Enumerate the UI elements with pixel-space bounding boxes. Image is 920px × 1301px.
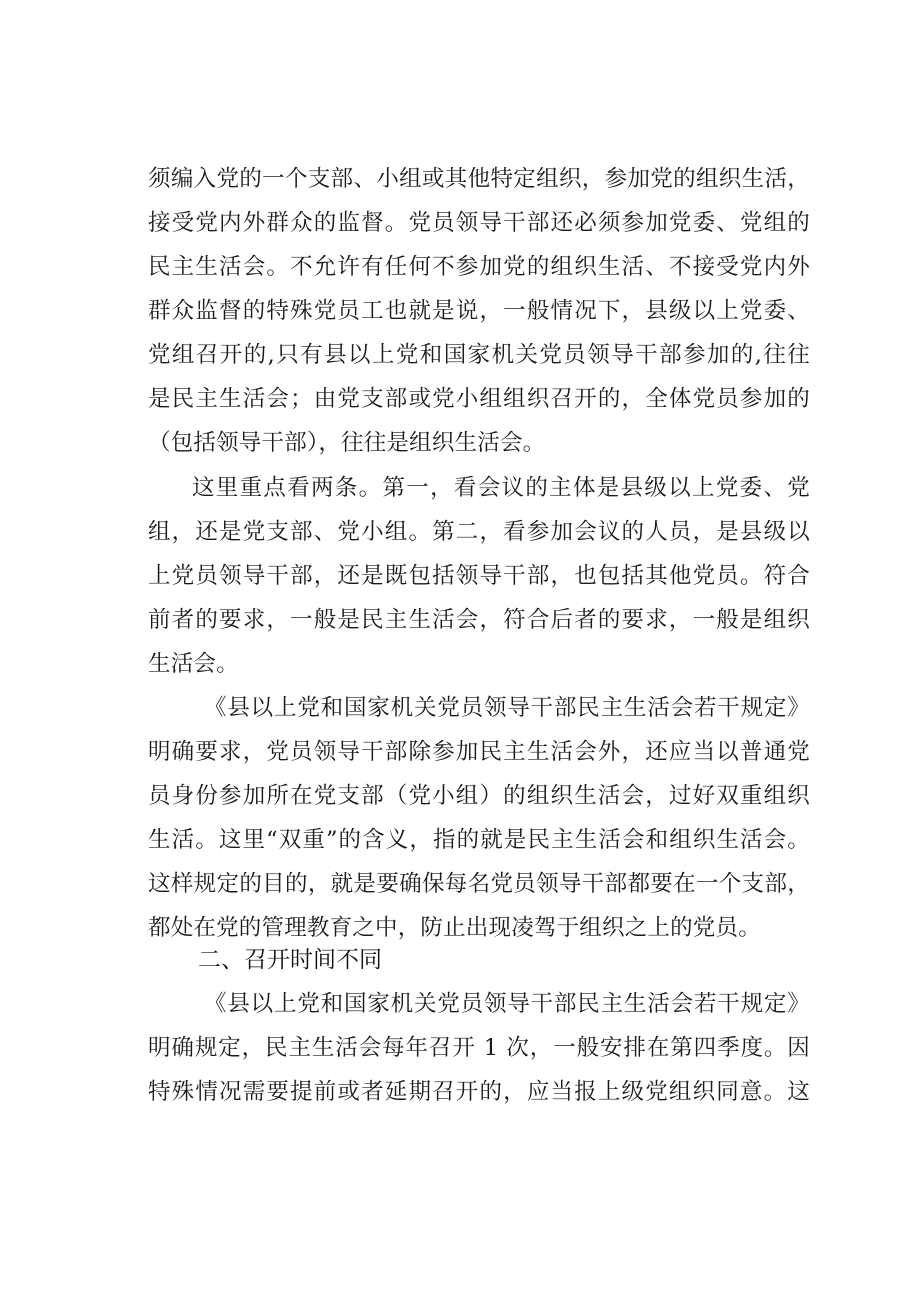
text-line: 生活。这里“双重”的含义，指的就是民主生活会和组织生活会。 [148,827,810,853]
section-heading: 二、召开时间不同 [198,947,382,973]
text-line: 都处在党的管理教育之中，防止出现凌驾于组织之上的党员。 [148,915,761,941]
text-line: 民主生活会。不允许有任何不参加党的组织生活、不接受党内外 [148,254,810,280]
text-line: 党组召开的,只有县以上党和国家机关党员领导干部参加的,往往 [148,342,810,368]
text-line: 生活会。 [148,651,239,677]
text-line: 明确要求，党员领导干部除参加民主生活会外，还应当以普通党 [148,739,810,765]
text-line: 《县以上党和国家机关党员领导干部民主生活会若干规定》 [204,991,810,1017]
text-line: （包括领导干部），往往是组织生活会。 [148,430,546,456]
text-line: 《县以上党和国家机关党员领导干部民主生活会若干规定》 [204,695,810,721]
text-line: 这里重点看两条。第一，看会议的主体是县级以上党委、党 [192,475,810,501]
text-line: 接受党内外群众的监督。党员领导干部还必须参加党委、党组的 [148,210,810,236]
text-line: 上党员领导干部，还是既包括领导干部，也包括其他党员。符合 [148,563,810,589]
text-line: 组，还是党支部、党小组。第二，看参加会议的人员，是县级以 [148,519,810,545]
text-line: 是民主生活会；由党支部或党小组组织召开的，全体党员参加的 [148,386,810,412]
text-line: 员身份参加所在党支部（党小组）的组织生活会，过好双重组织 [148,783,810,809]
text-line: 前者的要求，一般是民主生活会，符合后者的要求，一般是组织 [148,607,810,633]
text-line: 这样规定的目的，就是要确保每名党员领导干部都要在一个支部， [148,871,810,897]
text-line: 明确规定，民主生活会每年召开 1 次，一般安排在第四季度。因 [148,1035,810,1061]
text-line: 群众监督的特殊党员工也就是说，一般情况下，县级以上党委、 [148,298,810,324]
text-line: 须编入党的一个支部、小组或其他特定组织，参加党的组织生活， [148,166,810,192]
text-line: 特殊情况需要提前或者延期召开的，应当报上级党组织同意。这 [148,1079,810,1105]
